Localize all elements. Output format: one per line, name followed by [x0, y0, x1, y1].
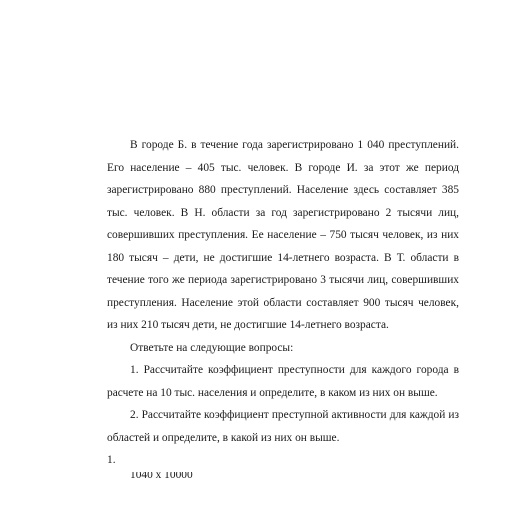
formula-numerator	[107, 472, 459, 484]
task-description-paragraph: В городе Б. в течение года зарегистрировано 1 040 преступлений. Его население – 405 тыс. человек. В городе И. за этот же период зарегистрировано 880 преступлений. Население здесь составляет 385 тыс. человек. В Н. области за год зарегистрировано 2 тысячи лиц, совершивших преступления. Ее население – 750 тысяч человек, из них 180 тысяч – дети, не достигшие 14-летнего возраста. В Т. области в течение того же периода зарегистрировано 3 тысячи лиц, совершивших преступления. Население этой области составляет 900 тысяч человек, из них 210 тысяч дети, не достигшие 14-летнего возраста.	[107, 139, 459, 331]
question-2: 2. Рассчитайте коэффициент преступной активности для каждой из областей и определите, в какой из них он выше.	[107, 409, 459, 444]
document-body	[107, 134, 459, 484]
questions-intro: Ответьте на следующие вопросы:	[130, 341, 294, 354]
question-1: 1. Рассчитайте коэффициент преступности для каждого города в расчете на 10 тыс. населения и определите, в каком из них он выше.	[107, 364, 459, 399]
answer-number: 1.	[107, 454, 116, 466]
formula-numerator-text: 1040 х 10000	[130, 471, 193, 481]
